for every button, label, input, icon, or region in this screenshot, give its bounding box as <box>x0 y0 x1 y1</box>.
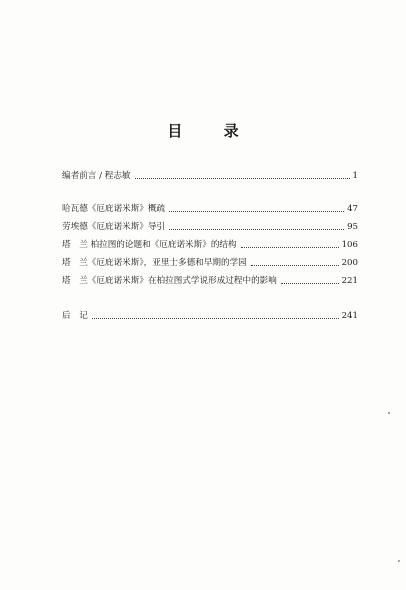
dot-leader <box>251 264 339 266</box>
toc-entry-taran-2[interactable] <box>62 255 358 269</box>
toc-entry-label: 编者前言 / 程志敏 <box>62 171 131 181</box>
toc-entry-taran-1[interactable] <box>62 237 358 251</box>
toc-entry-label: 塔 兰《厄庇诺米斯》，亚里士多德和早期的学园 <box>62 258 247 268</box>
toc-entry-label: 后 记 <box>62 311 88 321</box>
dot-leader <box>135 177 350 179</box>
toc-page-number: 241 <box>341 311 358 321</box>
dot-leader <box>281 282 339 284</box>
toc-heading: 目 录 <box>167 122 257 140</box>
toc-entry-lloyd[interactable] <box>62 219 358 233</box>
dot-leader <box>92 317 339 319</box>
dot-leader <box>241 246 339 248</box>
toc-page-number: 1 <box>352 171 358 181</box>
toc-page-number: 200 <box>341 258 358 268</box>
toc-entry-afterword[interactable] <box>62 308 358 322</box>
dot-leader <box>169 228 344 230</box>
toc-entry-label: 哈瓦德《厄庇诺米斯》概疏 <box>62 204 166 214</box>
toc-page-number: 106 <box>341 240 358 250</box>
toc-entry-preface[interactable] <box>62 168 358 182</box>
paper-speck <box>398 560 400 562</box>
toc-entry-label: 劳埃德《厄庇诺米斯》导引 <box>62 222 166 232</box>
paper-speck <box>388 412 390 414</box>
toc-entry-howard[interactable] <box>62 201 358 215</box>
toc-entry-label: 塔 兰《厄庇诺米斯》在柏拉图式学说形成过程中的影响 <box>62 276 277 286</box>
toc-page-number: 95 <box>347 222 358 232</box>
toc-entry-label: 塔 兰 柏拉图的论题和《厄庇诺米斯》的结构 <box>62 240 237 250</box>
toc-entry-taran-3[interactable] <box>62 273 358 287</box>
dot-leader <box>169 210 344 212</box>
toc-page-number: 221 <box>341 276 358 286</box>
toc-page-number: 47 <box>347 204 358 214</box>
